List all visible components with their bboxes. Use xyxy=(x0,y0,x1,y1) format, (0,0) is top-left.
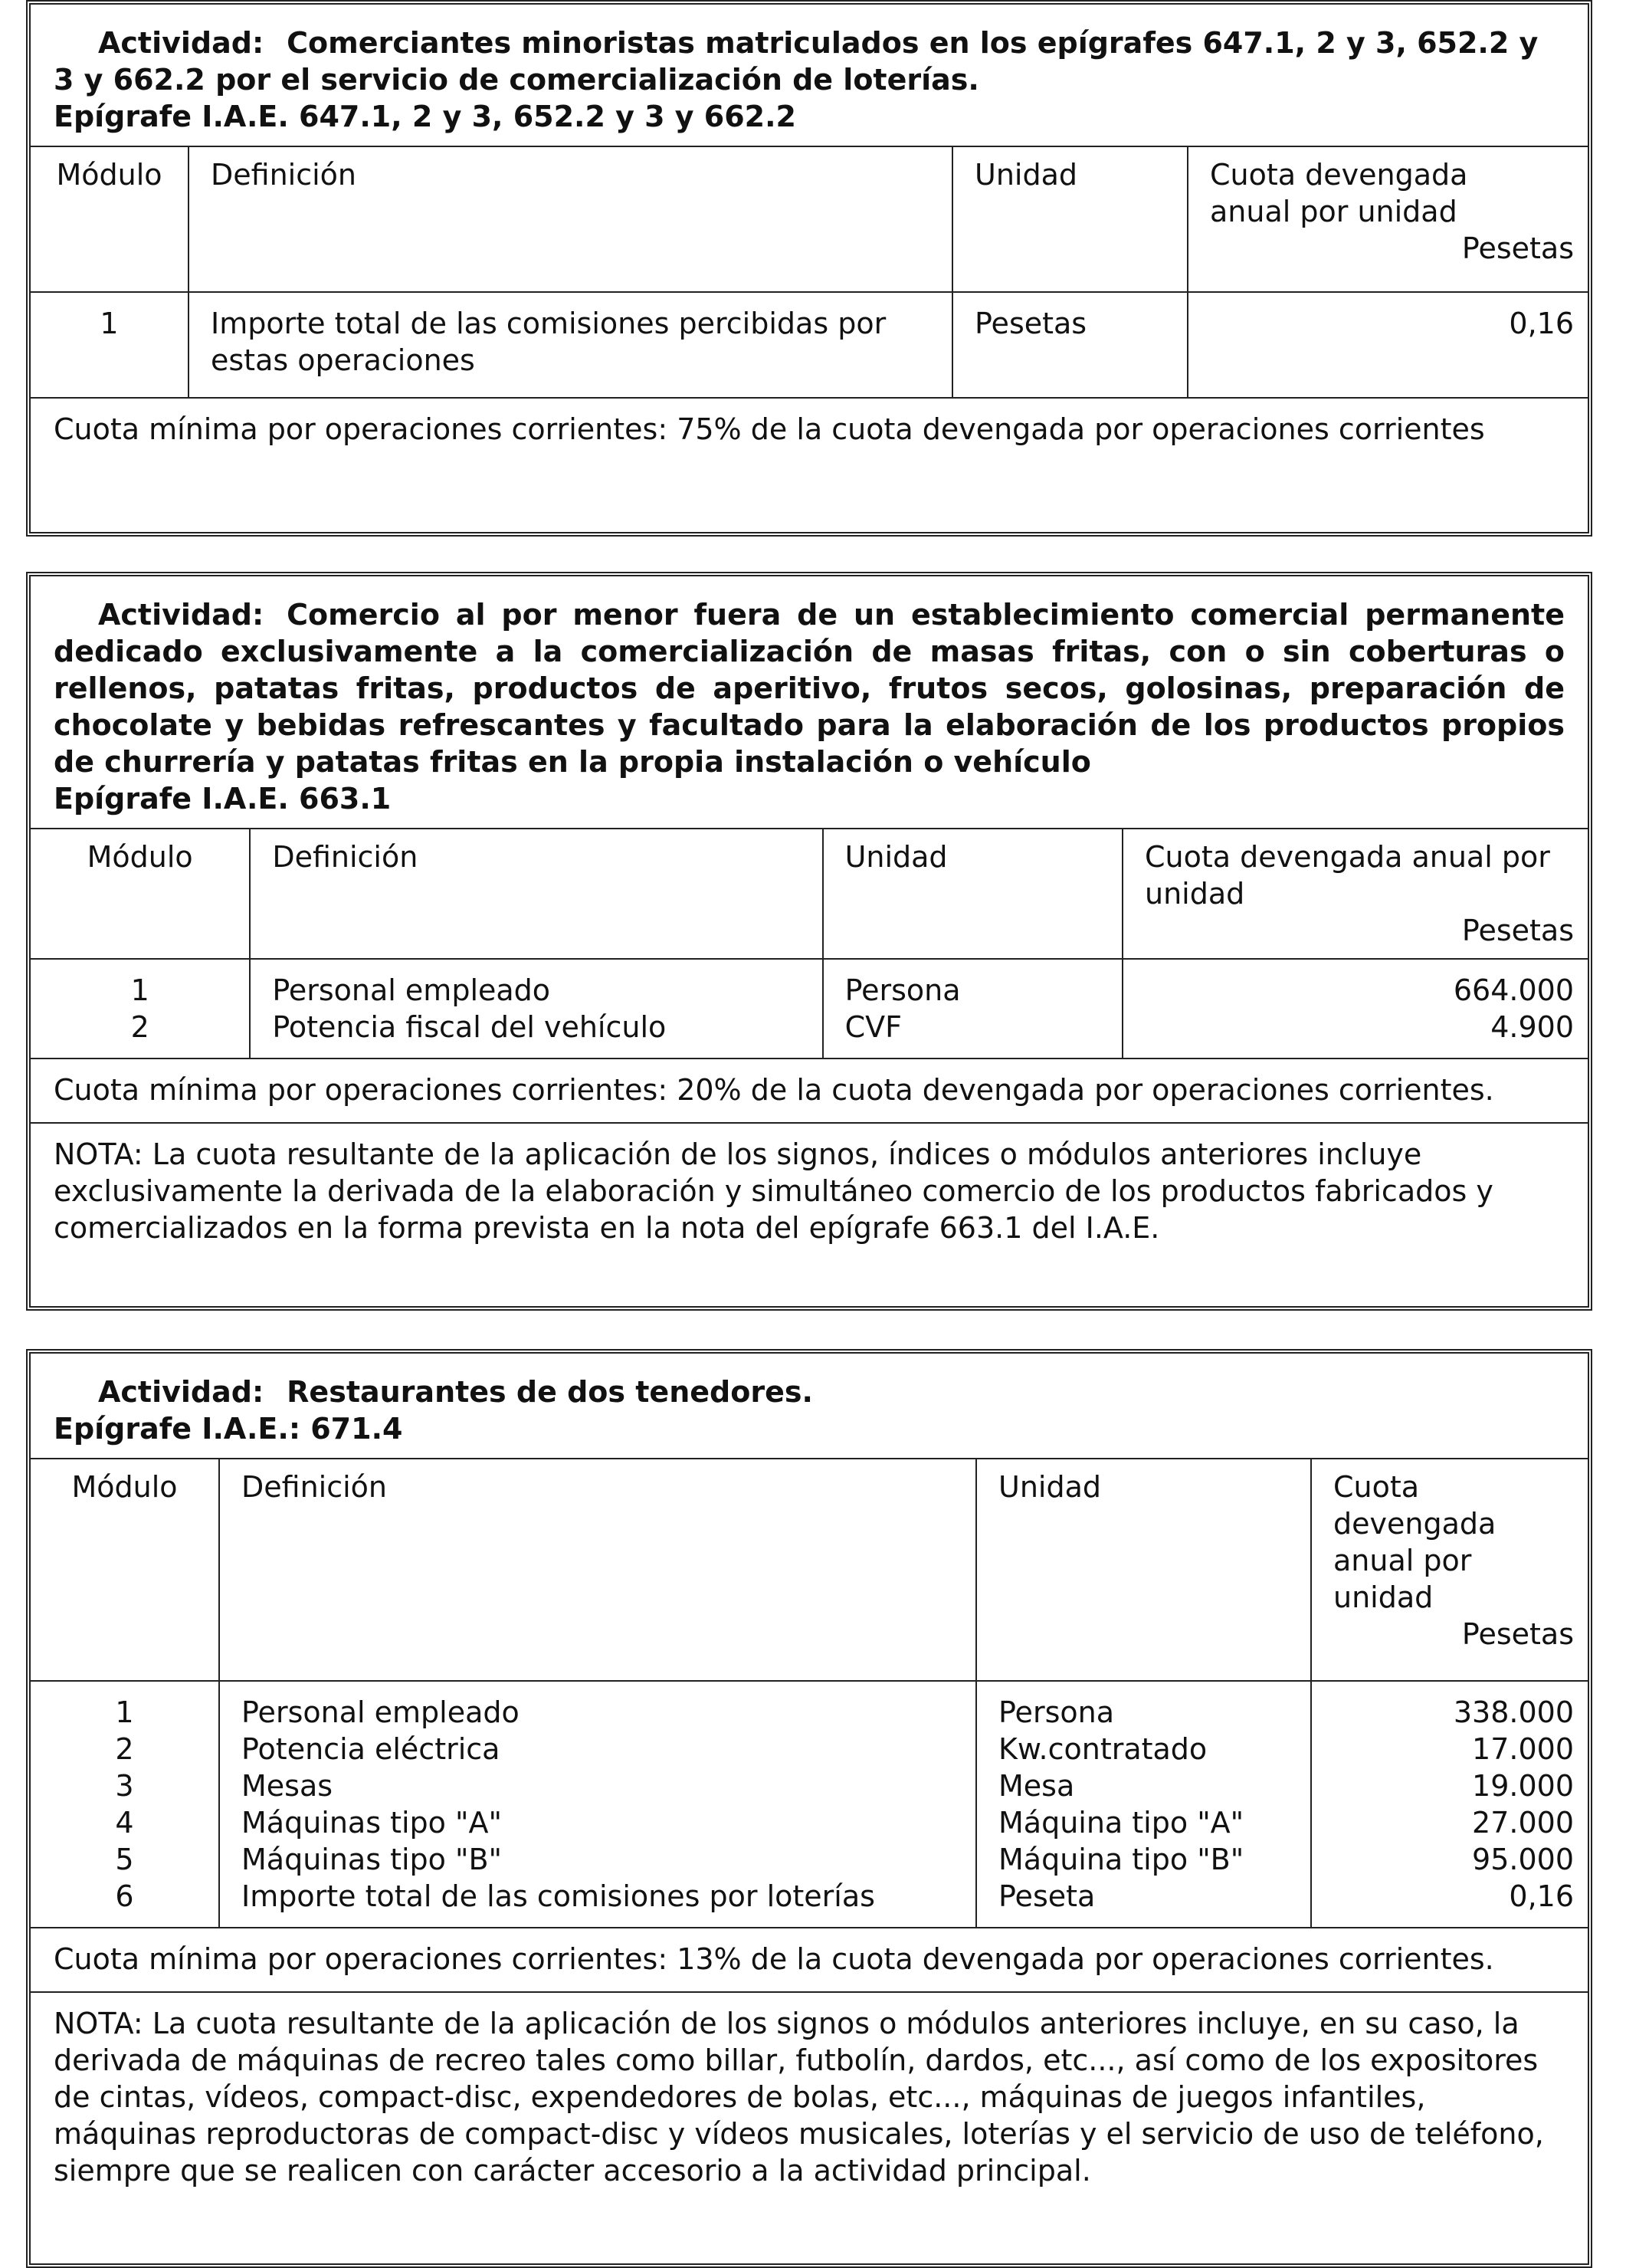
row-cuota: 17.000 xyxy=(1472,1732,1574,1766)
row-unidad: Persona xyxy=(976,1681,1311,1731)
actividad-text: Restaurantes de dos tenedores. xyxy=(287,1375,813,1409)
col-header-definicion: Definición xyxy=(250,829,822,959)
table-row xyxy=(31,1878,1588,1928)
epigrafe-label: Epígrafe I.A.E. 647.1, 2 y 3, 652.2 y 3 y 662.2 xyxy=(54,100,796,133)
actividad-text: Comerciantes minoristas matriculados en los epígrafes 647.1, 2 y 3, 652.2 y 3 y 662.2 por el servicio de comercialización de loterías. xyxy=(54,26,1539,97)
table-row xyxy=(31,1681,1588,1731)
row-modulo: 1 xyxy=(31,292,188,398)
row-unidad: Peseta xyxy=(976,1878,1311,1928)
row-cuota: 19.000 xyxy=(1472,1769,1574,1803)
cuota-minima-note: Cuota mínima por operaciones corrientes: 75% de la cuota devengada por operaciones corrientes xyxy=(54,412,1485,446)
row-unidad: Máquina tipo "B" xyxy=(976,1841,1311,1878)
row-modulo: 3 xyxy=(31,1767,219,1804)
row-cuota: 95.000 xyxy=(1472,1843,1574,1876)
epigrafe-label: Epígrafe I.A.E.: 671.4 xyxy=(54,1412,403,1446)
actividad-title xyxy=(54,1374,1565,1410)
cuota-header-text: Cuota devengada anual por unidad xyxy=(1145,840,1550,911)
cuota-minima-note: Cuota mínima por operaciones corrientes: 13% de la cuota devengada por operaciones corrientes. xyxy=(54,1942,1494,1976)
row-definicion: Potencia fiscal del vehículo xyxy=(250,1009,822,1059)
row-modulo: 2 xyxy=(31,1731,219,1767)
nota-note: NOTA: La cuota resultante de la aplicación de los signos, índices o módulos anteriores incluye exclusivamente la derivada de la elaboración y simultáneo comercio de los productos fabricados y comercializados en la forma prevista en la nota del epígrafe 663.1 del I.A.E. xyxy=(31,1122,1588,1260)
actividad-label: Actividad: xyxy=(98,1375,264,1409)
section-box-1 xyxy=(26,0,1592,537)
row-unidad: Persona xyxy=(823,959,1123,1009)
row-cuota: 27.000 xyxy=(1472,1806,1574,1840)
col-header-cuota xyxy=(1311,1459,1588,1681)
row-definicion: Máquinas tipo "A" xyxy=(219,1804,976,1841)
row-modulo: 4 xyxy=(31,1804,219,1841)
table-row xyxy=(31,1731,1588,1767)
table-header-row xyxy=(31,1459,1588,1681)
cuota-header-text: Cuota devengada anual por unidad xyxy=(1333,1470,1497,1614)
table-row xyxy=(31,1009,1588,1059)
row-unidad: Pesetas xyxy=(952,292,1188,398)
row-definicion: Máquinas tipo "B" xyxy=(219,1841,976,1878)
table-row xyxy=(31,1841,1588,1878)
col-header-definicion: Definición xyxy=(219,1459,976,1681)
col-header-modulo: Módulo xyxy=(31,1459,219,1681)
row-definicion: Importe total de las comisiones por loterías xyxy=(219,1878,976,1928)
row-unidad: Máquina tipo "A" xyxy=(976,1804,1311,1841)
table-row xyxy=(31,292,1588,398)
modules-table xyxy=(31,829,1588,1059)
pesetas-unit-label: Pesetas xyxy=(1461,1617,1574,1651)
col-header-cuota xyxy=(1188,147,1588,292)
col-header-unidad: Unidad xyxy=(823,829,1123,959)
row-cuota: 4.900 xyxy=(1490,1010,1574,1044)
row-definicion: Personal empleado xyxy=(250,959,822,1009)
table-header-row xyxy=(31,829,1588,959)
table-row xyxy=(31,1804,1588,1841)
col-header-cuota xyxy=(1123,829,1588,959)
row-unidad: CVF xyxy=(823,1009,1123,1059)
row-definicion: Personal empleado xyxy=(219,1681,976,1731)
section-box-3 xyxy=(26,1349,1592,2268)
row-modulo: 6 xyxy=(31,1878,219,1928)
row-cuota: 0,16 xyxy=(1509,1879,1574,1913)
row-unidad: Kw.contratado xyxy=(976,1731,1311,1767)
table-row xyxy=(31,1767,1588,1804)
nota-note: NOTA: La cuota resultante de la aplicación de los signos o módulos anteriores incluye, en su caso, la derivada de máquinas de recreo tales como billar, futbolín, dardos, etc..., así como de los expositores de cintas, vídeos, compact-disc, expendedores de bolas, etc..., máquinas de juegos infantiles, máquinas reproductoras de compact-disc y vídeos musicales, loterías y el servicio de uso de teléfono, siempre que se realicen con carácter accesorio a la actividad principal. xyxy=(31,1991,1588,2203)
row-unidad: Mesa xyxy=(976,1767,1311,1804)
row-cuota: 0,16 xyxy=(1509,307,1574,340)
table-header-row xyxy=(31,147,1588,292)
row-definicion: Mesas xyxy=(219,1767,976,1804)
pesetas-unit-label: Pesetas xyxy=(1461,231,1574,265)
section-box-2 xyxy=(26,572,1592,1311)
col-header-unidad: Unidad xyxy=(976,1459,1311,1681)
row-cuota: 664.000 xyxy=(1453,973,1574,1007)
row-definicion: Importe total de las comisiones percibidas por estas operaciones xyxy=(188,292,952,398)
actividad-title xyxy=(54,25,1565,98)
row-modulo: 2 xyxy=(31,1009,250,1059)
row-modulo: 5 xyxy=(31,1841,219,1878)
modules-table xyxy=(31,147,1588,399)
actividad-text: Comercio al por menor fuera de un establecimiento comercial permanente dedicado exclusivamente a la comercialización de masas fritas, con o sin coberturas o rellenos, patatas fritas, productos de aperitivo, frutos secos, golosinas, preparación de chocolate y bebidas refrescantes y facultado para la elaboración de los productos propios de churrería y patatas fritas en la propia instalación o vehículo xyxy=(54,598,1565,779)
epigrafe-label: Epígrafe I.A.E. 663.1 xyxy=(54,782,392,816)
actividad-title xyxy=(54,596,1565,780)
section-header xyxy=(31,576,1588,829)
col-header-unidad: Unidad xyxy=(952,147,1188,292)
actividad-label: Actividad: xyxy=(98,26,264,60)
section-header xyxy=(31,5,1588,147)
row-cuota: 338.000 xyxy=(1453,1695,1574,1729)
modules-table xyxy=(31,1459,1588,1928)
col-header-modulo: Módulo xyxy=(31,829,250,959)
row-definicion: Potencia eléctrica xyxy=(219,1731,976,1767)
cuota-header-text: Cuota devengada anual por unidad xyxy=(1210,158,1468,228)
section-header xyxy=(31,1354,1588,1459)
row-modulo: 1 xyxy=(31,1681,219,1731)
col-header-definicion: Definición xyxy=(188,147,952,292)
pesetas-unit-label: Pesetas xyxy=(1461,914,1574,947)
actividad-label: Actividad: xyxy=(98,598,264,632)
col-header-modulo: Módulo xyxy=(31,147,188,292)
table-row xyxy=(31,959,1588,1009)
cuota-minima-note: Cuota mínima por operaciones corrientes: 20% de la cuota devengada por operaciones corrientes. xyxy=(54,1073,1494,1107)
row-modulo: 1 xyxy=(31,959,250,1009)
